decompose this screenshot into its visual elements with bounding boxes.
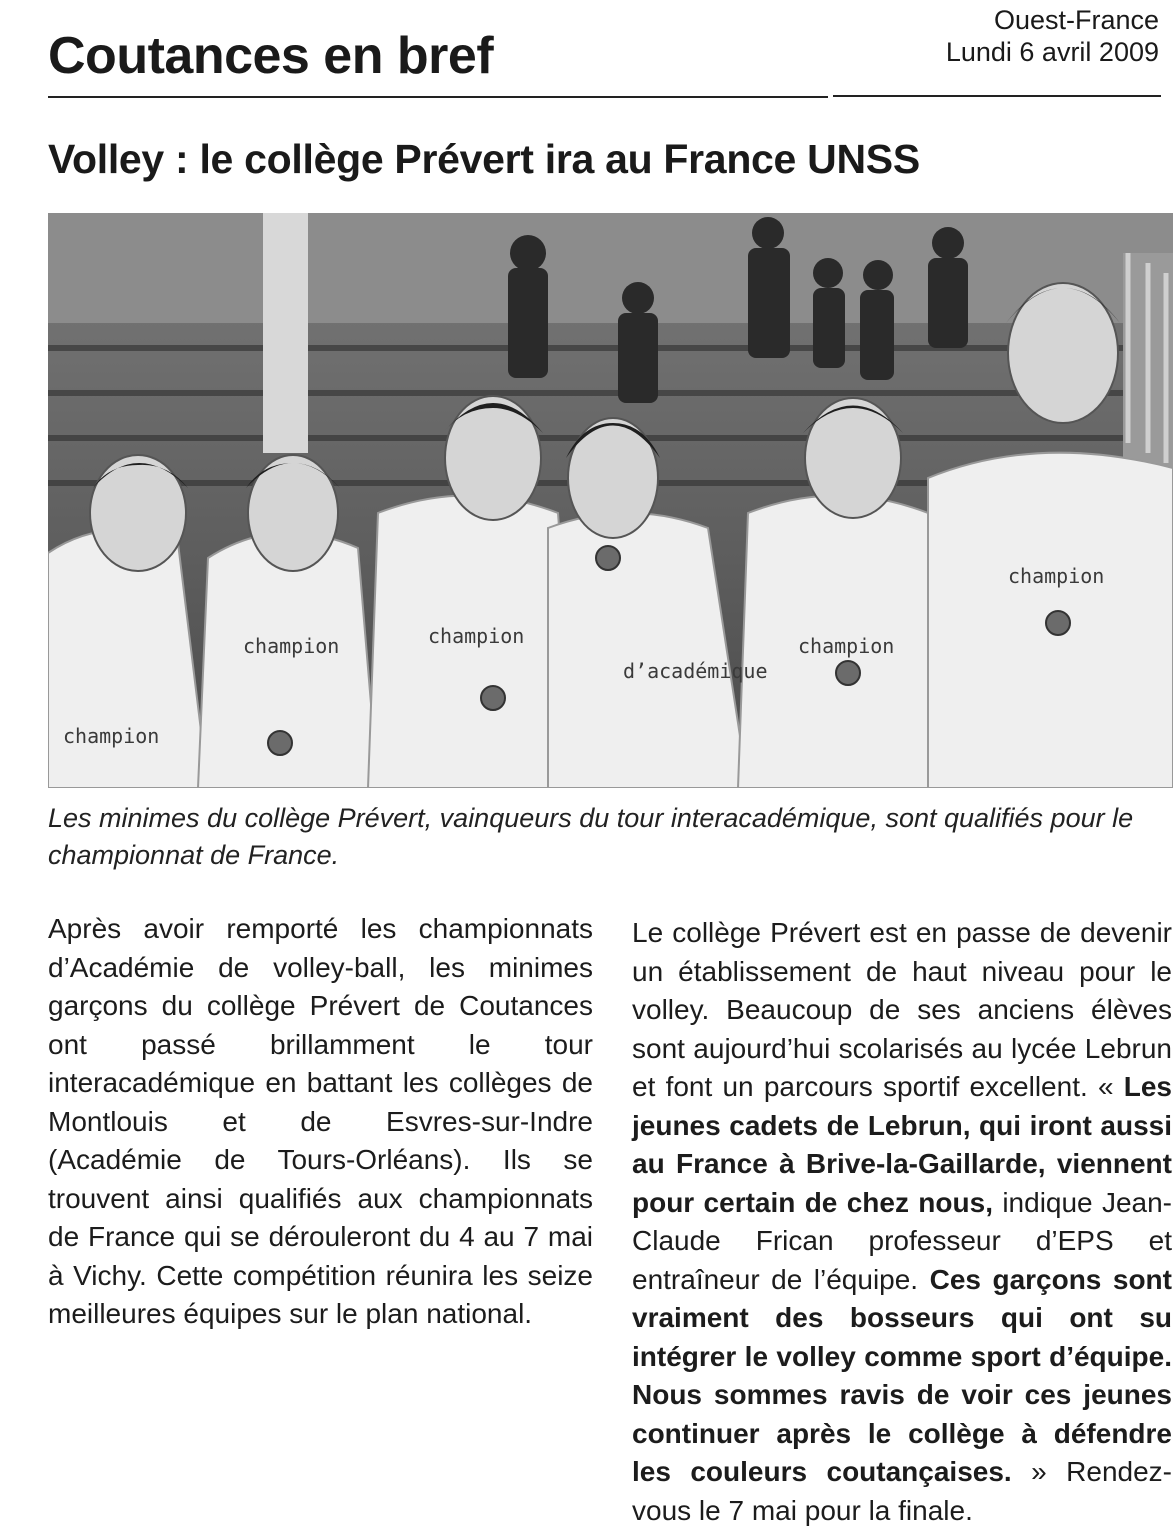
- quote-2: Ces garçons sont vraiment des bosseurs qui ont su intégrer le volley comme sport d’équipe. Nous sommes ravis de voir ces jeunes continuer après le collège à défendre les couleurs coutançaises.: [632, 1263, 1172, 1487]
- header-rule: [48, 96, 828, 98]
- shirt-text-4: d’académique: [623, 659, 768, 683]
- section-title: Coutances en bref: [48, 27, 494, 85]
- article-column-1: [48, 910, 593, 1334]
- publication-date: Lundi 6 avril 2009: [945, 37, 1159, 67]
- shirt-text-3: champion: [428, 624, 525, 648]
- quote-1: Les jeunes cadets de Lebrun, qui iront aussi au France à Brive-la-Gaillarde, viennent pour certain de chez nous,: [632, 1071, 1172, 1218]
- paragraph-2-attribution: indique Jean-Claude Frican professeur d’EPS et entraîneur de l’équipe.: [632, 1186, 1173, 1295]
- shirt-text-6: champion: [1008, 564, 1105, 588]
- paragraph-2-intro: Le collège Prévert est en passe de devenir un établissement de haut niveau pour le volley. Beaucoup de ses anciens élèves sont aujourd’hui scolarisés au lycée Lebrun et font un parcours sportif excellent. «: [632, 917, 1172, 1102]
- newspaper-name: Ouest-France: [993, 5, 1159, 35]
- team-photo: [48, 213, 1173, 788]
- article-headline: Volley : le collège Prévert ira au France UNSS: [48, 136, 920, 182]
- article-column-2: [632, 914, 1172, 1530]
- shirt-text-5: champion: [798, 634, 895, 658]
- paragraph-2-closing: » Rendez-vous le 7 mai pour la finale.: [632, 1456, 1173, 1526]
- team-photo-illustration: [48, 213, 1173, 788]
- shirt-text-2: champion: [243, 634, 340, 658]
- header-rule-right: [833, 95, 1161, 97]
- shirt-text-1: champion: [63, 724, 160, 748]
- article-paragraph-2: [632, 914, 1172, 1530]
- photo-caption: Les minimes du collège Prévert, vainqueurs du tour interacadémique, sont qualifiés pour le championnat de France.: [48, 803, 1134, 870]
- masthead: [946, 4, 1159, 68]
- article-paragraph-1: Après avoir remporté les championnats d’Académie de volley-ball, les minimes garçons du collège Prévert de Coutances ont passé brillamment le tour interacadémique en battant les collèges de Montlouis et de Esvres-sur-Indre (Académie de Tours-Orléans). Ils se trouvent ainsi qualifiés aux championnats de France qui se dérouleront du 4 au 7 mai à Vichy. Cette compétition réunira les seize meilleures équipes sur le plan national.: [48, 913, 593, 1329]
